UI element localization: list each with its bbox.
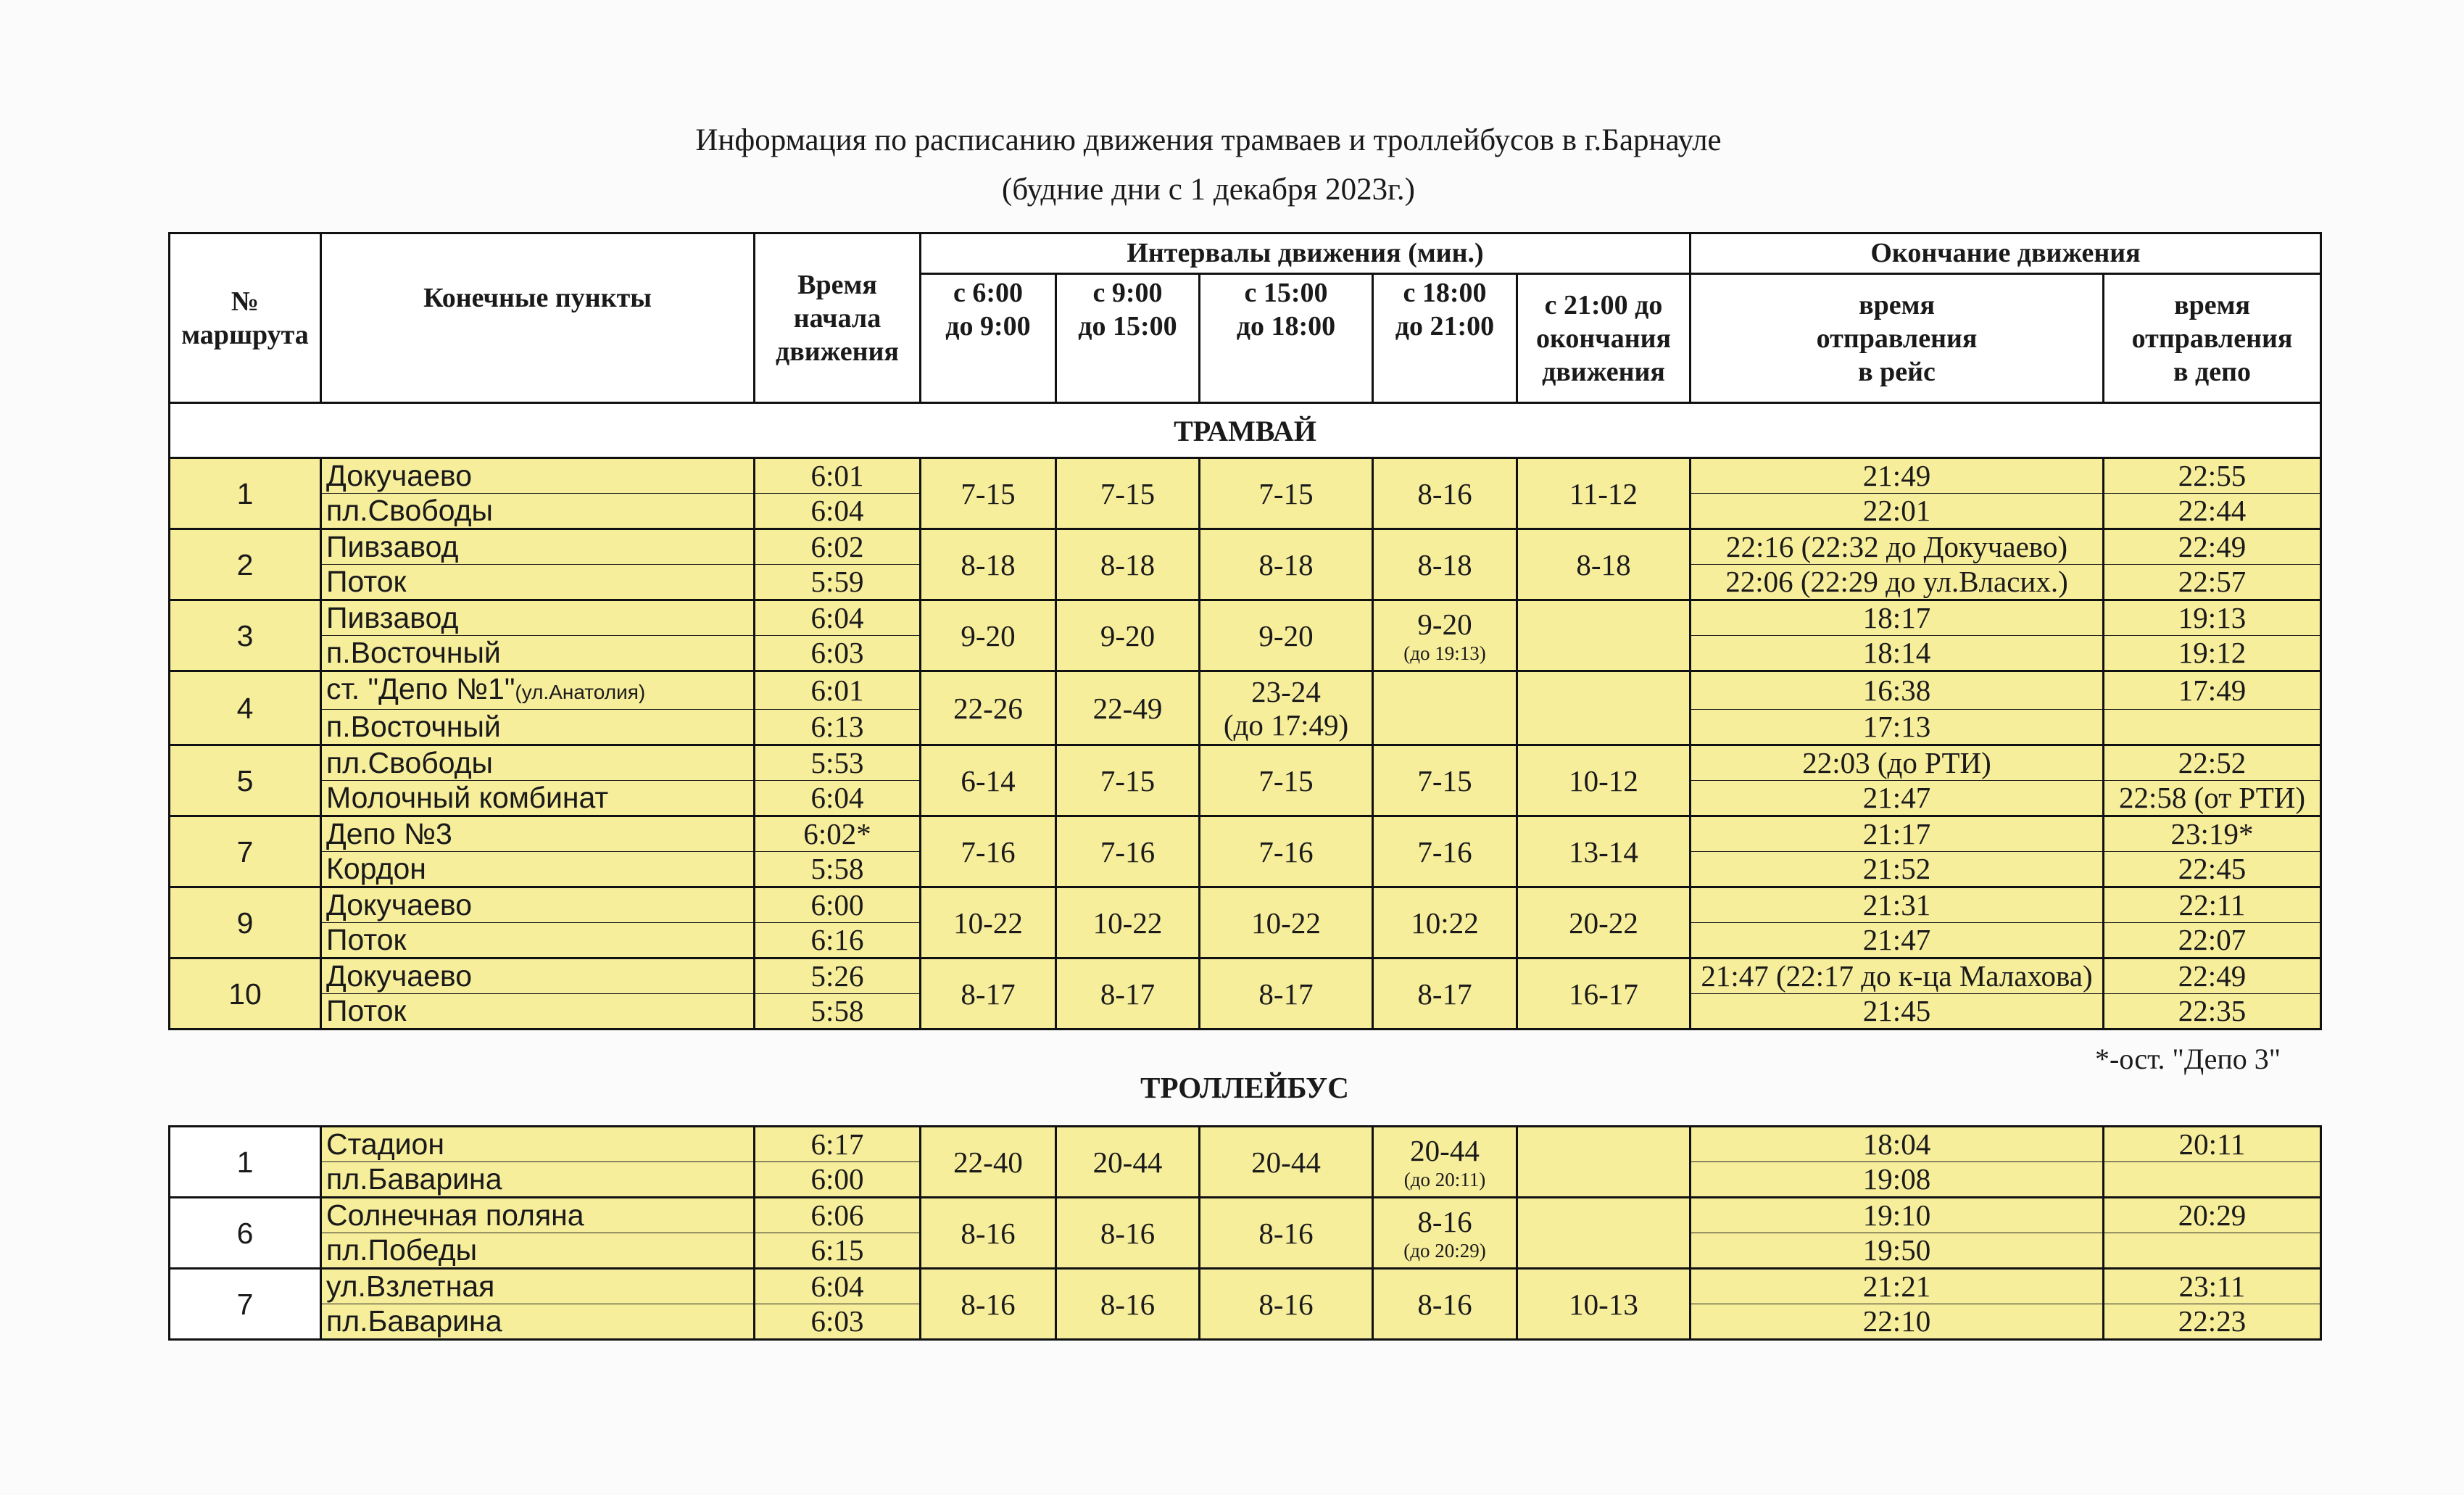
endpoints-header: Конечные пункты	[321, 233, 755, 403]
end-depot-header: время отправления в депо	[2104, 274, 2321, 403]
interval-cell: 7-16	[1056, 816, 1200, 887]
end-trip-time: 19:50	[1691, 1233, 2104, 1269]
end-depot-time: 22:35	[2104, 994, 2321, 1030]
interval-cell: 11-12	[1517, 458, 1691, 529]
start-time: 6:13	[755, 710, 921, 745]
end-depot-time: 22:44	[2104, 494, 2321, 529]
route-number: 1	[170, 458, 321, 529]
endpoint-name: ст. "Депо №1"(ул.Анатолия)	[321, 671, 755, 710]
end-depot-time: 17:49	[2104, 671, 2321, 710]
interval-cell: 8-16	[921, 1198, 1056, 1269]
start-time: 5:59	[755, 565, 921, 600]
start-time: 6:03	[755, 1304, 921, 1340]
route-number: 3	[170, 600, 321, 671]
interval-cell: 20-44 (до 20:11)	[1373, 1127, 1517, 1198]
endpoint-name: Поток	[321, 565, 755, 600]
end-trip-time: 22:03 (до РТИ)	[1691, 745, 2104, 781]
interval-cell: 7-15	[1200, 458, 1373, 529]
tram-section-title: ТРАМВАЙ	[170, 403, 2321, 460]
end-depot-time: 19:12	[2104, 636, 2321, 671]
interval-header-1: с 6:00 до 9:00	[921, 274, 1056, 403]
interval-cell: 9-20 (до 19:13)	[1373, 600, 1517, 671]
interval-cell: 23-24 (до 17:49)	[1200, 671, 1373, 745]
end-depot-time: 22:55	[2104, 458, 2321, 494]
route-number: 4	[170, 671, 321, 745]
endpoint-name: Пивзавод	[321, 529, 755, 565]
endpoint-name: Поток	[321, 994, 755, 1030]
tram-schedule-table	[168, 457, 2322, 1030]
table-row	[170, 1198, 2321, 1233]
interval-cell: 16-17	[1517, 958, 1691, 1030]
endpoint-name: Кордон	[321, 852, 755, 887]
endpoint-name: Молочный комбинат	[321, 781, 755, 816]
route-number: 5	[170, 745, 321, 816]
title-line-2: (будние дни с 1 декабря 2023г.)	[1002, 173, 1415, 207]
table-row	[170, 600, 2321, 636]
interval-cell: 7-15	[1056, 458, 1200, 529]
table-row	[170, 671, 2321, 710]
interval-cell: 8-16	[1200, 1198, 1373, 1269]
end-trip-time: 22:10	[1691, 1304, 2104, 1340]
route-number: 2	[170, 529, 321, 600]
start-time: 6:02*	[755, 816, 921, 852]
end-trip-time: 18:17	[1691, 600, 2104, 636]
end-trip-time: 22:06 (22:29 до ул.Власих.)	[1691, 565, 2104, 600]
interval-cell: 8-16	[1056, 1198, 1200, 1269]
endpoint-name: Докучаево	[321, 458, 755, 494]
interval-cell: 20-44	[1200, 1127, 1373, 1198]
interval-cell: 7-15	[1373, 745, 1517, 816]
end-depot-time: 22:49	[2104, 958, 2321, 994]
end-depot-time: 22:23	[2104, 1304, 2321, 1340]
interval-cell: 7-16	[1373, 816, 1517, 887]
interval-cell: 8-17	[1056, 958, 1200, 1030]
interval-cell	[1517, 1127, 1691, 1198]
start-time: 6:04	[755, 781, 921, 816]
table-row	[170, 458, 2321, 494]
interval-header-2: с 9:00 до 15:00	[1056, 274, 1200, 403]
start-time: 6:04	[755, 494, 921, 529]
interval-cell: 10-22	[1056, 887, 1200, 958]
table-row	[170, 529, 2321, 565]
endpoint-name: Пивзавод	[321, 600, 755, 636]
endpoint-name: ул.Взлетная	[321, 1269, 755, 1304]
schedule-header	[168, 232, 2322, 460]
interval-cell: 8-16	[921, 1269, 1056, 1340]
interval-cell: 7-16	[921, 816, 1056, 887]
interval-cell	[1517, 1198, 1691, 1269]
endpoint-name: пл.Баварина	[321, 1162, 755, 1198]
end-trip-time: 21:17	[1691, 816, 2104, 852]
endpoint-name: Докучаево	[321, 958, 755, 994]
start-time: 6:01	[755, 458, 921, 494]
start-time: 6:03	[755, 636, 921, 671]
end-trip-time: 19:10	[1691, 1198, 2104, 1233]
endpoint-name: Поток	[321, 923, 755, 958]
interval-cell: 8-18	[1517, 529, 1691, 600]
trolley-schedule-table	[168, 1125, 2322, 1341]
trolley-section-title: ТРОЛЛЕЙБУС	[1140, 1071, 1349, 1104]
end-group-header: Окончание движения	[1691, 233, 2321, 274]
end-depot-time	[2104, 1233, 2321, 1269]
start-time: 6:16	[755, 923, 921, 958]
endpoint-name: п.Восточный	[321, 710, 755, 745]
interval-cell: 10-12	[1517, 745, 1691, 816]
route-number: 1	[170, 1127, 321, 1198]
title-line-1: Информация по расписанию движения трамваев и троллейбусов в г.Барнауле	[695, 123, 1722, 157]
end-depot-time: 22:49	[2104, 529, 2321, 565]
end-trip-time: 19:08	[1691, 1162, 2104, 1198]
end-depot-time: 22:45	[2104, 852, 2321, 887]
route-number: 7	[170, 1269, 321, 1340]
interval-cell: 8-16	[1200, 1269, 1373, 1340]
start-time: 5:53	[755, 745, 921, 781]
end-depot-time	[2104, 1162, 2321, 1198]
interval-cell: 9-20	[921, 600, 1056, 671]
start-time: 5:58	[755, 852, 921, 887]
end-depot-time: 19:13	[2104, 600, 2321, 636]
endpoint-name: Докучаево	[321, 887, 755, 923]
interval-cell	[1373, 671, 1517, 745]
end-trip-time: 21:47	[1691, 923, 2104, 958]
table-row	[170, 1127, 2321, 1162]
interval-cell: 22-49	[1056, 671, 1200, 745]
table-row	[170, 887, 2321, 923]
start-time: 6:00	[755, 1162, 921, 1198]
end-depot-time: 22:58 (от РТИ)	[2104, 781, 2321, 816]
intervals-group-header: Интервалы движения (мин.)	[921, 233, 1691, 274]
start-time: 6:04	[755, 1269, 921, 1304]
end-trip-header: время отправления в рейс	[1691, 274, 2104, 403]
table-row	[170, 816, 2321, 852]
interval-cell: 10-22	[921, 887, 1056, 958]
start-time: 6:02	[755, 529, 921, 565]
start-time: 5:26	[755, 958, 921, 994]
interval-cell: 20-44	[1056, 1127, 1200, 1198]
end-trip-time: 21:21	[1691, 1269, 2104, 1304]
route-number: 7	[170, 816, 321, 887]
interval-cell: 22-26	[921, 671, 1056, 745]
start-time: 6:01	[755, 671, 921, 710]
interval-cell: 7-16	[1200, 816, 1373, 887]
interval-cell: 10-13	[1517, 1269, 1691, 1340]
start-time: 6:00	[755, 887, 921, 923]
end-depot-time: 22:07	[2104, 923, 2321, 958]
end-depot-time: 20:11	[2104, 1127, 2321, 1162]
end-trip-time: 21:47	[1691, 781, 2104, 816]
interval-cell: 7-15	[1056, 745, 1200, 816]
table-row	[170, 1269, 2321, 1304]
route-number: 10	[170, 958, 321, 1030]
interval-cell: 22-40	[921, 1127, 1056, 1198]
table-row	[170, 958, 2321, 994]
end-trip-time: 21:52	[1691, 852, 2104, 887]
interval-cell: 8-18	[1373, 529, 1517, 600]
start-time-header: Время начала движения	[755, 233, 921, 403]
start-time: 6:15	[755, 1233, 921, 1269]
route-number: 6	[170, 1198, 321, 1269]
endpoint-name: пл.Победы	[321, 1233, 755, 1269]
end-trip-time: 18:14	[1691, 636, 2104, 671]
interval-cell: 20-22	[1517, 887, 1691, 958]
interval-cell: 6-14	[921, 745, 1056, 816]
interval-header-4: с 18:00 до 21:00	[1373, 274, 1517, 403]
interval-cell: 8-16 (до 20:29)	[1373, 1198, 1517, 1269]
start-time: 6:17	[755, 1127, 921, 1162]
route-number-header: № маршрута	[170, 233, 321, 403]
interval-cell: 8-16	[1373, 458, 1517, 529]
end-depot-time: 22:57	[2104, 565, 2321, 600]
footnote: *-ост. "Депо 3"	[2095, 1043, 2281, 1075]
endpoint-name: Стадион	[321, 1127, 755, 1162]
interval-cell	[1517, 671, 1691, 745]
interval-cell: 7-15	[1200, 745, 1373, 816]
end-depot-time	[2104, 710, 2321, 745]
end-depot-time: 22:52	[2104, 745, 2321, 781]
endpoint-name: п.Восточный	[321, 636, 755, 671]
end-trip-time: 21:45	[1691, 994, 2104, 1030]
endpoint-name: Депо №3	[321, 816, 755, 852]
endpoint-name: пл.Свободы	[321, 494, 755, 529]
table-row	[170, 745, 2321, 781]
interval-cell: 13-14	[1517, 816, 1691, 887]
interval-cell: 10-22	[1200, 887, 1373, 958]
interval-header-5: с 21:00 до окончания движения	[1517, 274, 1691, 403]
interval-cell: 8-17	[921, 958, 1056, 1030]
interval-cell: 8-16	[1056, 1269, 1200, 1340]
end-trip-time: 18:04	[1691, 1127, 2104, 1162]
interval-cell: 8-16	[1373, 1269, 1517, 1340]
end-trip-time: 21:49	[1691, 458, 2104, 494]
start-time: 5:58	[755, 994, 921, 1030]
interval-cell: 8-18	[1200, 529, 1373, 600]
interval-cell: 8-17	[1200, 958, 1373, 1030]
interval-header-3: с 15:00 до 18:00	[1200, 274, 1373, 403]
interval-cell	[1517, 600, 1691, 671]
end-depot-time: 23:11	[2104, 1269, 2321, 1304]
route-number: 9	[170, 887, 321, 958]
interval-cell: 9-20	[1200, 600, 1373, 671]
endpoint-name: пл.Баварина	[321, 1304, 755, 1340]
end-trip-time: 22:16 (22:32 до Докучаево)	[1691, 529, 2104, 565]
start-time: 6:06	[755, 1198, 921, 1233]
interval-cell: 8-18	[921, 529, 1056, 600]
endpoint-name: Солнечная поляна	[321, 1198, 755, 1233]
end-depot-time: 23:19*	[2104, 816, 2321, 852]
end-trip-time: 16:38	[1691, 671, 2104, 710]
end-trip-time: 17:13	[1691, 710, 2104, 745]
page-title	[0, 116, 2417, 215]
end-depot-time: 20:29	[2104, 1198, 2321, 1233]
interval-cell: 10:22	[1373, 887, 1517, 958]
interval-cell: 8-18	[1056, 529, 1200, 600]
start-time: 6:04	[755, 600, 921, 636]
end-trip-time: 22:01	[1691, 494, 2104, 529]
endpoint-name: пл.Свободы	[321, 745, 755, 781]
end-trip-time: 21:31	[1691, 887, 2104, 923]
interval-cell: 7-15	[921, 458, 1056, 529]
interval-cell: 9-20	[1056, 600, 1200, 671]
end-depot-time: 22:11	[2104, 887, 2321, 923]
end-trip-time: 21:47 (22:17 до к-ца Малахова)	[1691, 958, 2104, 994]
interval-cell: 8-17	[1373, 958, 1517, 1030]
